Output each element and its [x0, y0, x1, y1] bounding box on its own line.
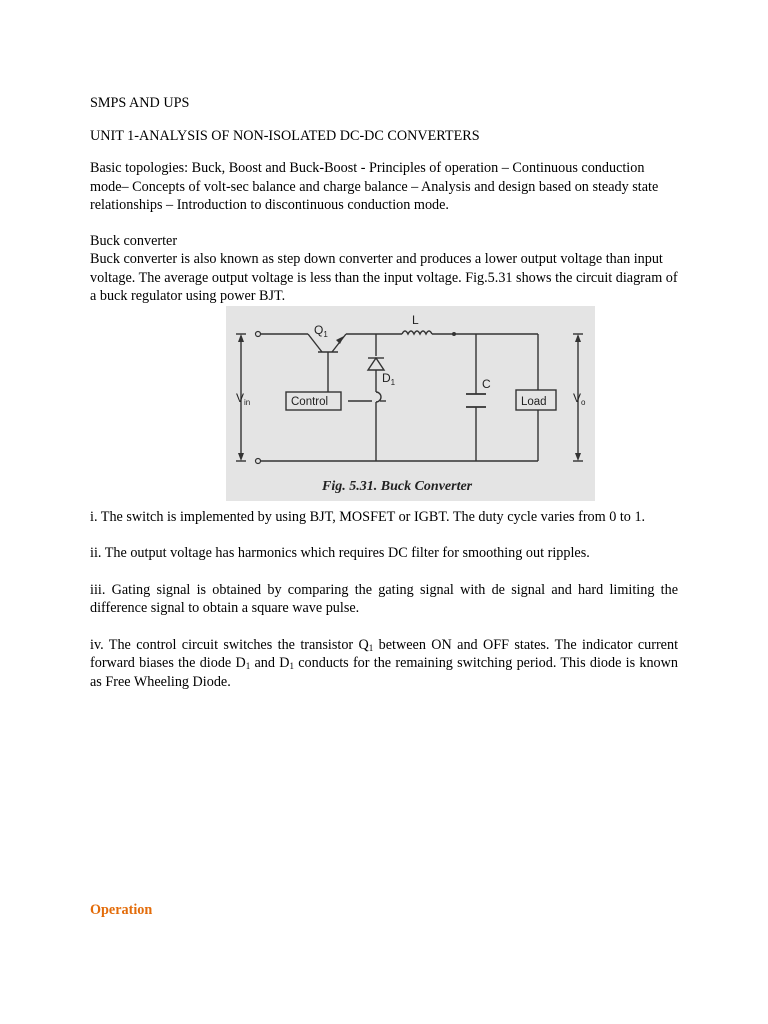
- label-transistor-sub: 1: [323, 329, 328, 339]
- emitter-arrow: [336, 336, 344, 344]
- label-inductor: L: [412, 312, 419, 327]
- buck-converter-figure: [226, 306, 595, 501]
- control-label: Control: [291, 395, 329, 408]
- point-4-part-b: between ON and OFF states. The indicator current forward biases the diode D: [90, 636, 679, 671]
- label-vo: V: [573, 390, 582, 405]
- point-4-sub-2: 1: [245, 661, 251, 671]
- point-4-part-a: iv. The control circuit switches the transistor Q: [90, 636, 369, 653]
- label-diode-sub: 1: [390, 377, 396, 387]
- point-2: ii. The output voltage has harmonics which requires DC filter for smoothing out ripples.: [90, 545, 590, 561]
- point-4-sub-1: 1: [368, 642, 374, 653]
- point-4-sub-3: 1: [289, 661, 294, 671]
- svg-text:Vo: [573, 391, 586, 407]
- label-capacitor: C: [482, 376, 491, 391]
- figure-caption: Fig. 5.31. Buck Converter: [322, 478, 473, 494]
- section-title: Buck converter: [90, 232, 178, 249]
- point-4: [90, 636, 678, 692]
- document-page: [90, 94, 678, 691]
- svg-text:Vin: [236, 391, 250, 407]
- intro-paragraph: Buck converter is also known as step down converter and produces a lower output voltage than input voltage. The average output voltage is less than the input voltage. Fig.5.31 shows the circuit diagram of a buck regulator using power BJT.: [90, 251, 678, 304]
- label-vo-sub: o: [581, 397, 586, 407]
- point-1: i. The switch is implemented by using BJT, MOSFET or IGBT. The duty cycle varies from 0 to 1.: [90, 508, 646, 525]
- vo-arrow-up: [575, 334, 581, 342]
- label-transistor: Q: [314, 322, 324, 337]
- topics-paragraph: Basic topologies: Buck, Boost and Buck-Boost - Principles of operation – Continuous conduction mode– Concepts of volt-sec balance and charge balance – Analysis and design based on steady state relationships – Introduction to discontinuous conduction mode.: [90, 160, 659, 213]
- inductor-coil: [402, 331, 432, 334]
- operation-heading: Operation: [90, 902, 153, 918]
- svg-text:D1: [382, 371, 396, 387]
- circuit-diagram: [226, 306, 595, 501]
- vo-arrow-down: [575, 453, 581, 461]
- label-diode: D: [382, 370, 391, 385]
- document-title: SMPS AND UPS: [90, 95, 190, 111]
- label-vin-sub: in: [244, 397, 251, 407]
- load-label: Load: [521, 395, 547, 408]
- vin-arrow-up: [238, 334, 244, 342]
- svg-text:Q1: [314, 323, 328, 339]
- terminal-bottom-left: [256, 458, 261, 463]
- node-top: [452, 332, 456, 336]
- unit-heading: UNIT 1-ANALYSIS OF NON-ISOLATED DC-DC CONVERTERS: [90, 127, 480, 144]
- point-3: iii. Gating signal is obtained by comparing the gating signal with de signal and hard limiting the difference signal to obtain a square wave pulse.: [90, 581, 678, 616]
- diode-symbol: [368, 358, 384, 370]
- point-4-part-c: and D: [250, 655, 290, 671]
- vin-arrow-down: [238, 453, 244, 461]
- label-vin: V: [236, 390, 245, 405]
- terminal-top-left: [256, 331, 261, 336]
- point-4-part-d: conducts for the remaining switching period. This diode is known as Free Wheeling Diode.: [90, 655, 678, 690]
